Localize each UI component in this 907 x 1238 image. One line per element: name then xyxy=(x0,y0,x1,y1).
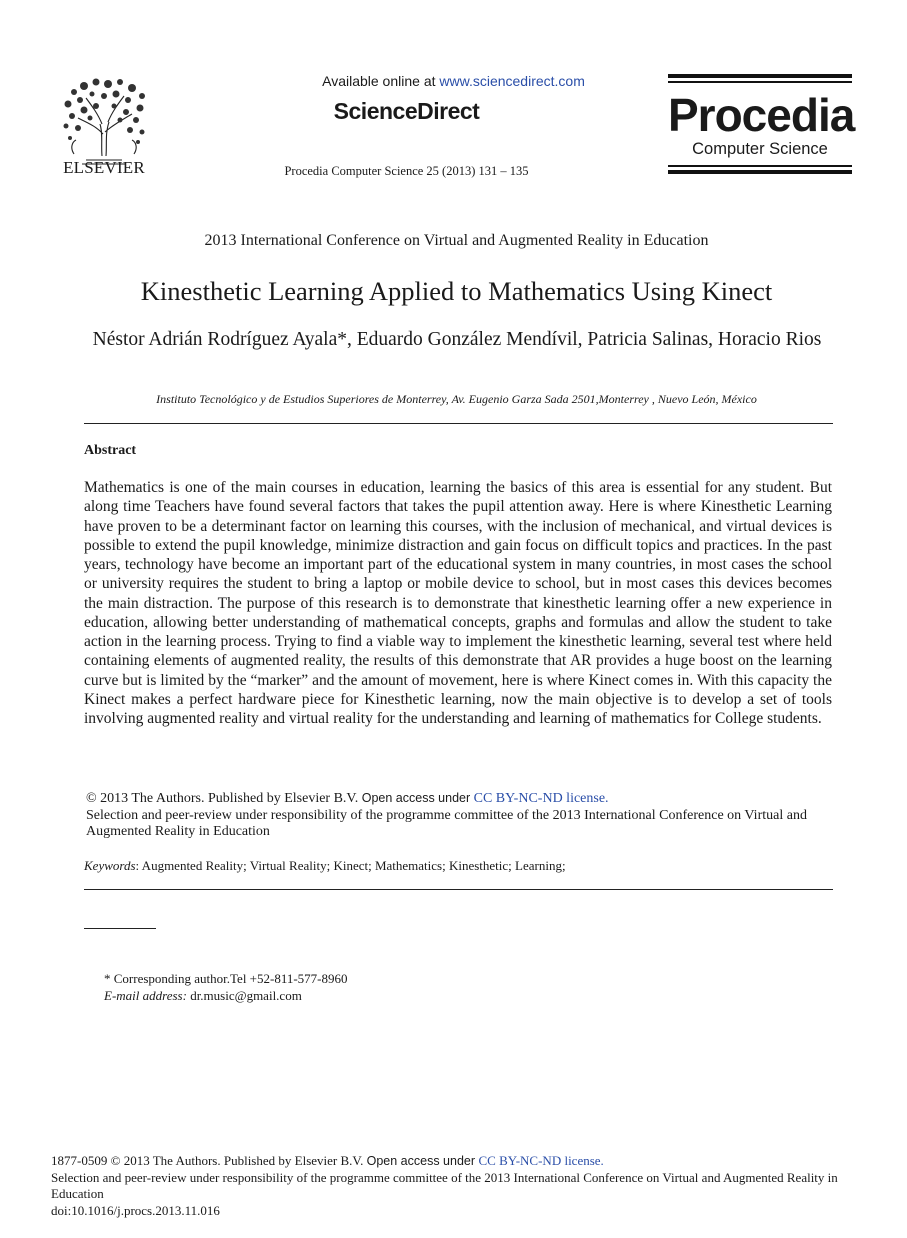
journal-reference: Procedia Computer Science 25 (2013) 131 – 135 xyxy=(284,164,529,178)
sciencedirect-wordmark: ScienceDirect xyxy=(333,98,480,124)
footer-copyright-text: 1877-0509 © 2013 The Authors. Published by Elsevier B.V. xyxy=(51,1153,367,1168)
footer-open-access-label: Open access under xyxy=(366,1154,479,1168)
keywords-label: Keywords xyxy=(84,858,136,873)
corresponding-author-footnote xyxy=(104,971,348,1004)
available-prefix: Available online at xyxy=(322,73,440,89)
open-access-label: Open access under xyxy=(361,791,474,805)
author-list: Néstor Adrián Rodríguez Ayala*, Eduardo González Mendívil, Patricia Salinas, Horacio Rios xyxy=(92,329,822,350)
publisher-name: ELSEVIER xyxy=(63,158,145,177)
corresponding-author: * Corresponding author.Tel +52-811-577-8960 xyxy=(104,971,348,986)
logo-rule-top xyxy=(668,74,852,78)
footer-peer-review: Selection and peer-review under responsibility of the programme committee of the 2013 International Conference on Virtual and Augmented Reality in Education xyxy=(51,1169,838,1201)
logo-rule-bottom xyxy=(668,170,852,174)
keywords-values: : Augmented Reality; Virtual Reality; Kinect; Mathematics; Kinesthetic; Learning; xyxy=(135,858,566,873)
email-label: E-mail address: xyxy=(104,987,187,1003)
conference-name: 2013 International Conference on Virtual and Augmented Reality in Education xyxy=(204,232,709,249)
divider-bottom xyxy=(84,889,833,890)
email-line xyxy=(104,988,348,1005)
procedia-wordmark: Procedia xyxy=(668,89,855,141)
email-address[interactable]: dr.music@gmail.com xyxy=(186,987,302,1003)
abstract-body: Mathematics is one of the main courses in education, learning the basics of this area is essential for any student. But along time Teachers have found several factors that takes the pupil attention away. Here is where Kinesthetic Learning have proven to be a determinant factor on learning this courses, with the inclusion of mechanical, and virtual devices is possible to extend the pupil knowledge, minimize distraction and gain focus on difficult topics and practices. In the past years, technology have become an important part of the educational system in many countries, in most cases the school or university requires the student to bring a laptop or mobile device to school, but in most cases this devices becomes the main distraction. The purpose of this research is to demonstrate that kinesthetic learning offer a new experience in education, allowing better understanding of mathematical concepts, graphs and formulas and allow the student to take action in the learning process. Trying to find a viable way to implement the kinesthetic learning, several test where held containing elements of augmented reality, the results of this demonstrate that AR provides a huge boost on the learning curve but is limited by the “marker” and the amount of movement, here is where Kinect comes in. With this capacity the Kinect makes a perfect hardware piece for Kinesthetic learning, now the main objective is to develop a set of tools involving augmented reality and virtual reality for the understanding and learning of mathematics for College students. xyxy=(84,479,832,727)
doi[interactable]: doi:10.1016/j.procs.2013.11.016 xyxy=(51,1202,220,1218)
procedia-logo xyxy=(668,74,855,176)
footnote-divider xyxy=(84,928,156,929)
divider-top xyxy=(84,423,833,424)
affiliation: Instituto Tecnológico y de Estudios Superiores de Monterrey, Av. Eugenio Garza Sada 2501,Monterrey , Nuevo León, México xyxy=(156,392,757,406)
footer-copyright-line xyxy=(51,1153,851,1170)
copyright-text: © 2013 The Authors. Published by Elsevier B.V. xyxy=(86,791,362,806)
logo-rule-bottom-thin xyxy=(668,165,852,167)
copyright-line xyxy=(86,790,836,808)
keywords-line xyxy=(84,858,832,874)
abstract-heading: Abstract xyxy=(84,443,137,458)
logo-rule-top-thin xyxy=(668,81,852,83)
peer-review-statement: Selection and peer-review under responsibility of the programme committee of the 2013 International Conference on Virtual and Augmented Reality in Education xyxy=(86,807,807,839)
sciencedirect-link[interactable]: www.sciencedirect.com xyxy=(439,73,585,89)
page-footer xyxy=(51,1153,851,1219)
footer-license-link[interactable]: CC BY-NC-ND license. xyxy=(478,1153,604,1168)
copyright-notice xyxy=(86,790,836,841)
paper-title: Kinesthetic Learning Applied to Mathematics Using Kinect xyxy=(140,276,773,306)
procedia-subtitle: Computer Science xyxy=(692,140,828,158)
license-link[interactable]: CC BY-NC-ND license. xyxy=(473,791,609,806)
